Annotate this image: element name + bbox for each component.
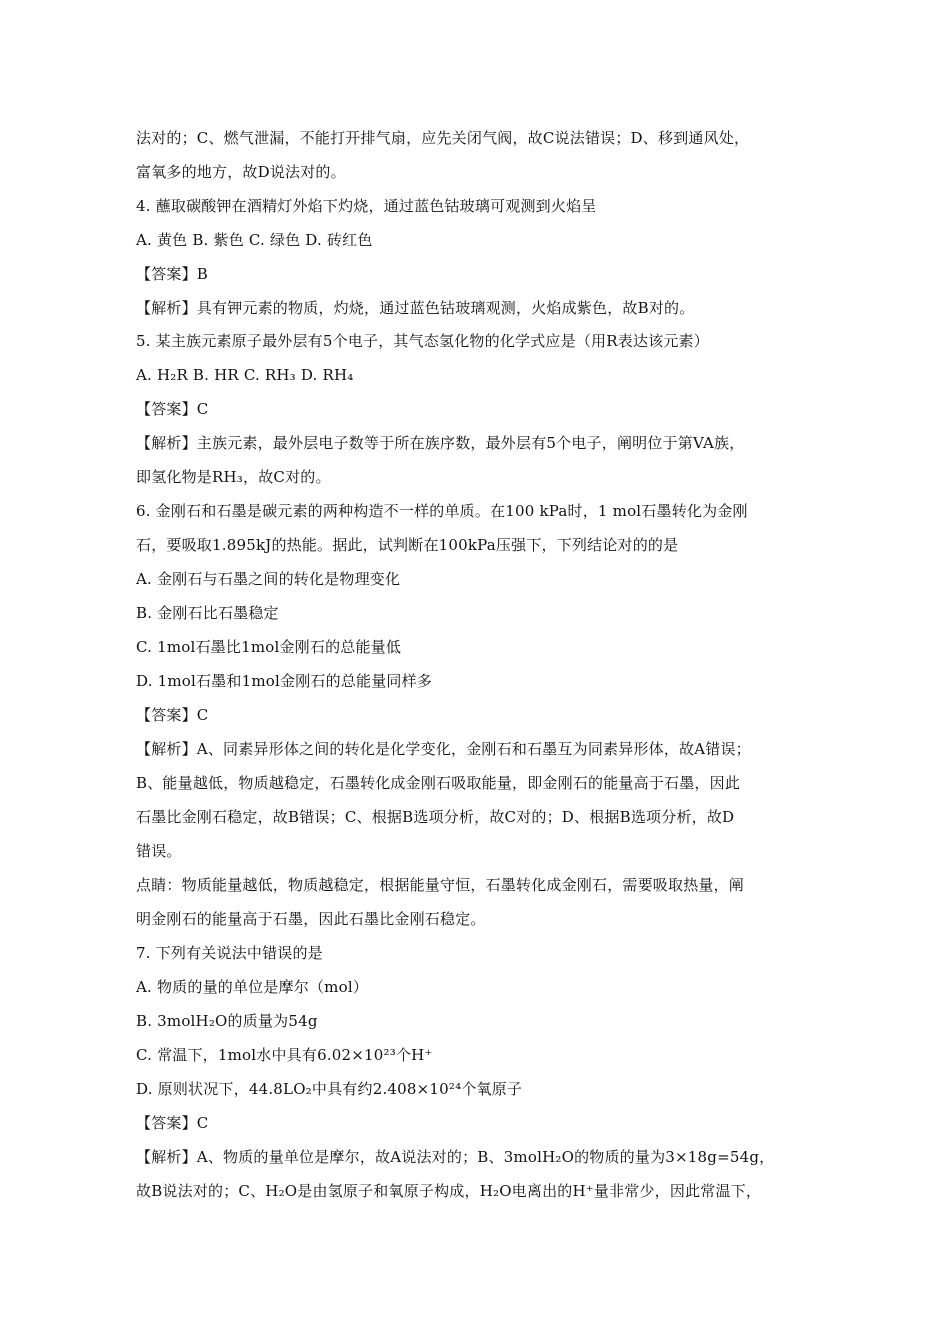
question-7-option-b: B. 3molH₂O的质量为54g	[136, 1012, 318, 1030]
text-line: 明金刚石的能量高于石墨，因此石墨比金刚石稳定。	[136, 910, 486, 928]
question-5-stem: 5. 某主族元素原子最外层有5个电子，其气态氢化物的化学式应是（用R表达该元素）	[136, 332, 709, 350]
text-line: 法对的；C、燃气泄漏，不能打开排气扇，应先关闭气阀，故C说法错误；D、移到通风处，	[136, 129, 750, 147]
text-line: 错误。	[136, 842, 182, 860]
text-line: 石，要吸取1.895kJ的热能。据此，试判断在100kPa压强下，下列结论对的的是	[136, 536, 679, 554]
question-5-analysis: 【解析】主族元素，最外层电子数等于所在族序数，最外层有5个电子，阐明位于第VA族，	[136, 434, 745, 452]
text-line: B、能量越低，物质越稳定，石墨转化成金刚石吸取能量，即金刚石的能量高于石墨，因此	[136, 774, 741, 792]
question-6-answer: 【答案】C	[136, 706, 209, 724]
question-7-option-d: D. 原则状况下，44.8LO₂中具有约2.408×10²⁴个氧原子	[136, 1080, 523, 1098]
question-6-analysis: 【解析】A、同素异形体之间的转化是化学变化，金刚石和石墨互为同素异形体，故A错误；	[136, 740, 751, 758]
question-7-option-c: C. 常温下，1mol水中具有6.02×10²³个H⁺	[136, 1046, 433, 1064]
question-4-answer: 【答案】B	[136, 265, 209, 283]
text-line: 即氢化物是RH₃，故C对的。	[136, 468, 331, 486]
question-6-option-a: A. 金刚石与石墨之间的转化是物理变化	[136, 570, 401, 588]
question-4-analysis: 【解析】具有钾元素的物质，灼烧，通过蓝色钴玻璃观测，火焰成紫色，故B对的。	[136, 299, 695, 317]
question-6-option-d: D. 1mol石墨和1mol金刚石的总能量同样多	[136, 672, 433, 690]
question-7-answer: 【答案】C	[136, 1114, 209, 1132]
text-line: 富氧多的地方，故D说法对的。	[136, 163, 346, 181]
question-7-analysis: 【解析】A、物质的量单位是摩尔，故A说法对的；B、3molH₂O的物质的量为3×18g=54g，	[136, 1148, 775, 1166]
question-4-options: A. 黄色 B. 紫色 C. 绿色 D. 砖红色	[136, 231, 373, 249]
question-5-answer: 【答案】C	[136, 400, 209, 418]
question-7-option-a: A. 物质的量的单位是摩尔（mol）	[136, 978, 369, 996]
question-7-stem: 7. 下列有关说法中错误的是	[136, 944, 323, 962]
text-line: 故B说法对的；C、H₂O是由氢原子和氧原子构成，H₂O电离出的H⁺量非常少，因此常温下，	[136, 1182, 762, 1200]
question-5-options: A. H₂R B. HR C. RH₃ D. RH₄	[136, 366, 354, 384]
text-line: 石墨比金刚石稳定，故B错误；C、根据B选项分析，故C对的；D、根据B选项分析，故D	[136, 808, 735, 826]
question-6-note: 点睛：物质能量越低，物质越稳定，根据能量守恒，石墨转化成金刚石，需要吸取热量，阐	[136, 876, 745, 894]
question-6-stem: 6. 金刚石和石墨是碳元素的两种构造不一样的单质。在100 kPa时，1 mol石墨转化为金刚	[136, 502, 748, 520]
question-4-stem: 4. 蘸取碳酸钾在酒精灯外焰下灼烧，通过蓝色钴玻璃可观测到火焰呈	[136, 197, 597, 215]
question-6-option-c: C. 1mol石墨比1mol金刚石的总能量低	[136, 638, 402, 656]
question-6-option-b: B. 金刚石比石墨稳定	[136, 604, 279, 622]
